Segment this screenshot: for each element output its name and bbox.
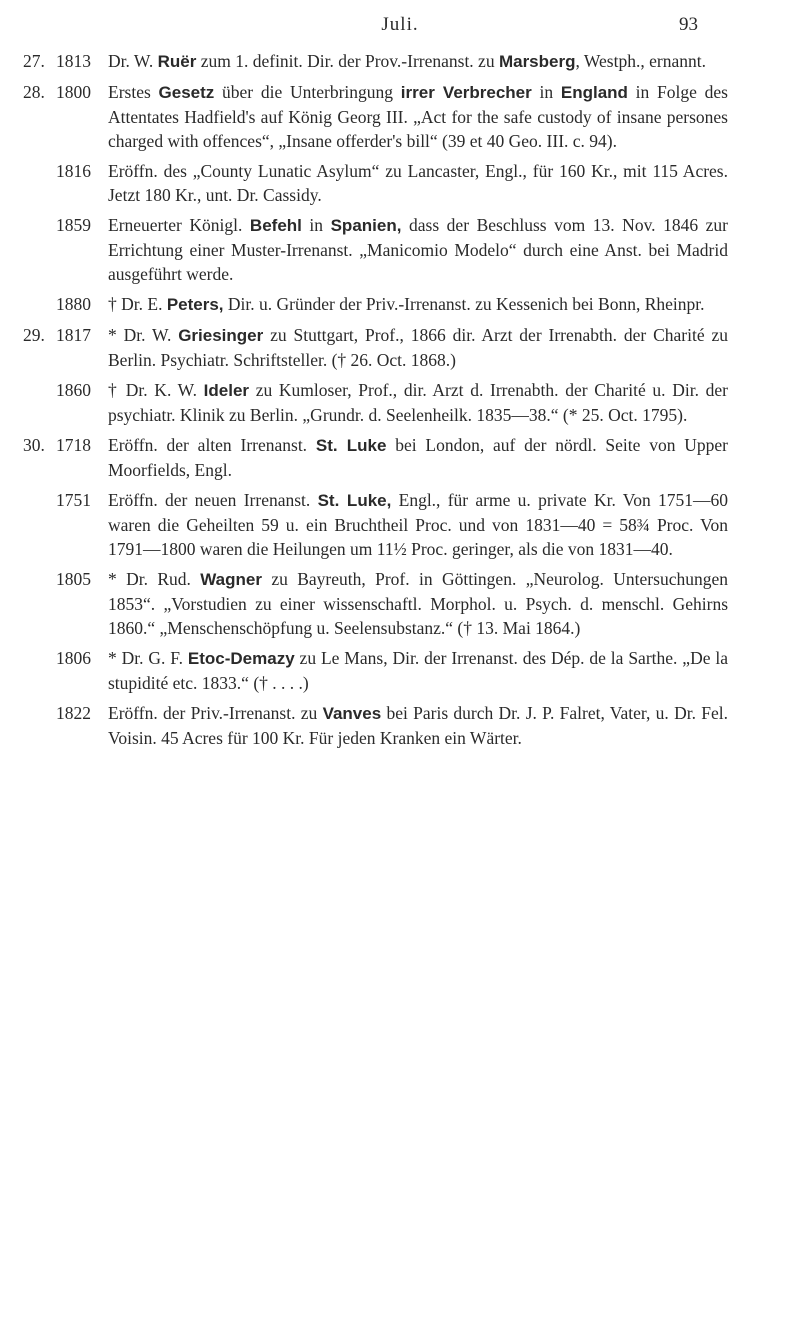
entry-emphasis: Wagner [200,570,262,589]
running-head: Juli. [381,14,419,35]
page-number: 93 [679,14,698,35]
entry-year: 1806 [56,648,91,668]
entry-year: 1805 [56,569,91,589]
entry-text-run: zu Bayreuth, Prof. in Göttingen. „Neurolog. Untersuchungen 1853“. „Vorstudien zu einer wissenschaftl. Morphol. u. Psych. d. menschl. Gehirns 1860.“ „Menschenschöpfung u. Seelensubstanz.“ († 13. Mai 1864.) [108,569,728,638]
entry-text-run: Dir. u. Gründer der Priv.-Irrenanst. zu Kessenich bei Bonn, Rheinpr. [223,294,705,314]
calendar-entry [0,378,800,427]
entry-emphasis: Ideler [203,381,250,400]
calendar-entry [0,488,800,561]
entry-text-run: Eröffn. des „County Lunatic Asylum“ zu Lancaster, Engl., für 160 Kr., mit 115 Acres. Jetzt 180 Kr., unt. Dr. Cassidy. [108,161,728,205]
entry-text [108,159,728,207]
entry-text [108,292,728,317]
entry-emphasis: Vanves [322,704,382,723]
entry-emphasis: irrer Verbrecher [400,83,532,102]
entry-text-run: Erstes [108,82,159,102]
entry-text [108,433,728,482]
entry-text-run: zu Kumloser, Prof., dir. Arzt d. Irrenabth. der Charité u. Dir. der psychiatr. Klinik zu Berlin. „Grundr. d. Seelenheilk. 1835—38.“ (* 25. Oct. 1795). [108,380,728,425]
entry-text-run: zu Le Mans, Dir. der Irrenanst. des Dép. de la Sarthe. „De la stupidité etc. 1833.“ († . . . .) [108,648,728,693]
entry-emphasis: St. Luke [315,436,387,455]
calendar-entry [0,49,800,74]
entry-day: 30. [23,435,45,455]
entry-text-run: in [301,215,331,235]
calendar-entry [0,213,800,286]
entry-text-run: Erneuerter Königl. [108,215,250,235]
entry-year: 1817 [56,325,91,345]
entry-text [108,488,728,561]
entry-text [108,80,728,153]
entry-text [108,213,728,286]
entry-text-run: bei London, auf der nördl. Seite von Upper Moorfields, Engl. [108,435,728,480]
entry-emphasis: Etoc-Demazy [187,649,295,668]
entry-text-run: * Dr. W. [108,325,179,345]
entry-text [108,701,728,750]
entry-text-run: † Dr. K. W. [108,380,204,400]
entry-emphasis: Spanien, [330,216,402,235]
entry-text-run: in Folge des Attentates Hadfield's auf König Georg III. „Act for the safe custody of insane persones charged with offences“, „Insane offerder's bill“ (39 et 40 Geo. III. c. 94). [108,82,728,151]
entry-year: 1800 [56,82,91,102]
entry-emphasis: Befehl [249,216,302,235]
entry-emphasis: England [560,83,628,102]
entry-year: 1813 [56,51,91,71]
calendar-entry [0,701,800,750]
entry-emphasis: St. Luke, [317,491,392,510]
entry-day: 28. [23,82,45,102]
entry-text-run: dass der Beschluss vom 13. Nov. 1846 zur Errichtung einer Muster-Irrenanst. „Manicomio Modelo“ durch eine Anst. bei Madrid ausgeführt werde. [108,215,728,284]
entry-text-run: * Dr. Rud. [108,569,201,589]
entry-emphasis: Marsberg [498,52,576,71]
entry-text-run: , Westph., ernannt. [575,51,706,71]
entry-text-run: Engl., für arme u. private Kr. Von 1751—60 waren die Geheilten 59 u. ein Bruchtheil Proc. und von 1831—40 = 58¾ Proc. Von 1791—1800 waren die Heilungen um 11½ Proc. geringer, als die von 1831—40. [108,490,728,559]
entry-year: 1822 [56,703,91,723]
entry-text [108,49,728,74]
entry-text [108,567,728,640]
entry-text-run: über die Unterbringung [214,82,401,102]
entry-emphasis: Griesinger [178,326,264,345]
entry-text-run: Eröffn. der Priv.-Irrenanst. zu [108,703,323,723]
entry-emphasis: Gesetz [158,83,215,102]
calendar-entry [0,292,800,317]
entry-emphasis: Peters, [166,295,224,314]
entry-text [108,646,728,695]
entry-day: 27. [23,51,45,71]
calendar-entry [0,159,800,207]
entry-text-run: Eröffn. der alten Irrenanst. [108,435,316,455]
entry-day: 29. [23,325,45,345]
calendar-entry [0,433,800,482]
entry-year: 1860 [56,380,91,400]
entry-year: 1880 [56,294,91,314]
calendar-entry [0,567,800,640]
entries-list [0,49,800,750]
entry-year: 1751 [56,490,91,510]
entry-text [108,323,728,372]
entry-text [108,378,728,427]
entry-text-run: Dr. W. [108,51,158,71]
entry-text-run: zum 1. definit. Dir. der Prov.-Irrenanst. zu [196,51,499,71]
calendar-entry [0,80,800,153]
entry-year: 1718 [56,435,91,455]
entry-text-run: zu Stuttgart, Prof., 1866 dir. Arzt der Irrenabth. der Charité zu Berlin. Psychiatr. Schriftsteller. († 26. Oct. 1868.) [108,325,728,370]
entry-text-run: Eröffn. der neuen Irrenanst. [108,490,318,510]
entry-text-run: † Dr. E. [108,294,167,314]
entry-text-run: in [531,82,561,102]
calendar-entry [0,646,800,695]
entry-emphasis: Ruër [157,52,197,71]
entry-text-run: bei Paris durch Dr. J. P. Falret, Vater, u. Dr. Fel. Voisin. 45 Acres für 100 Kr. Für jeden Kranken ein Wärter. [108,703,728,748]
entry-year: 1859 [56,215,91,235]
calendar-entry [0,323,800,372]
entry-text-run: * Dr. G. F. [108,648,188,668]
page-header [0,14,800,50]
entry-year: 1816 [56,161,91,181]
